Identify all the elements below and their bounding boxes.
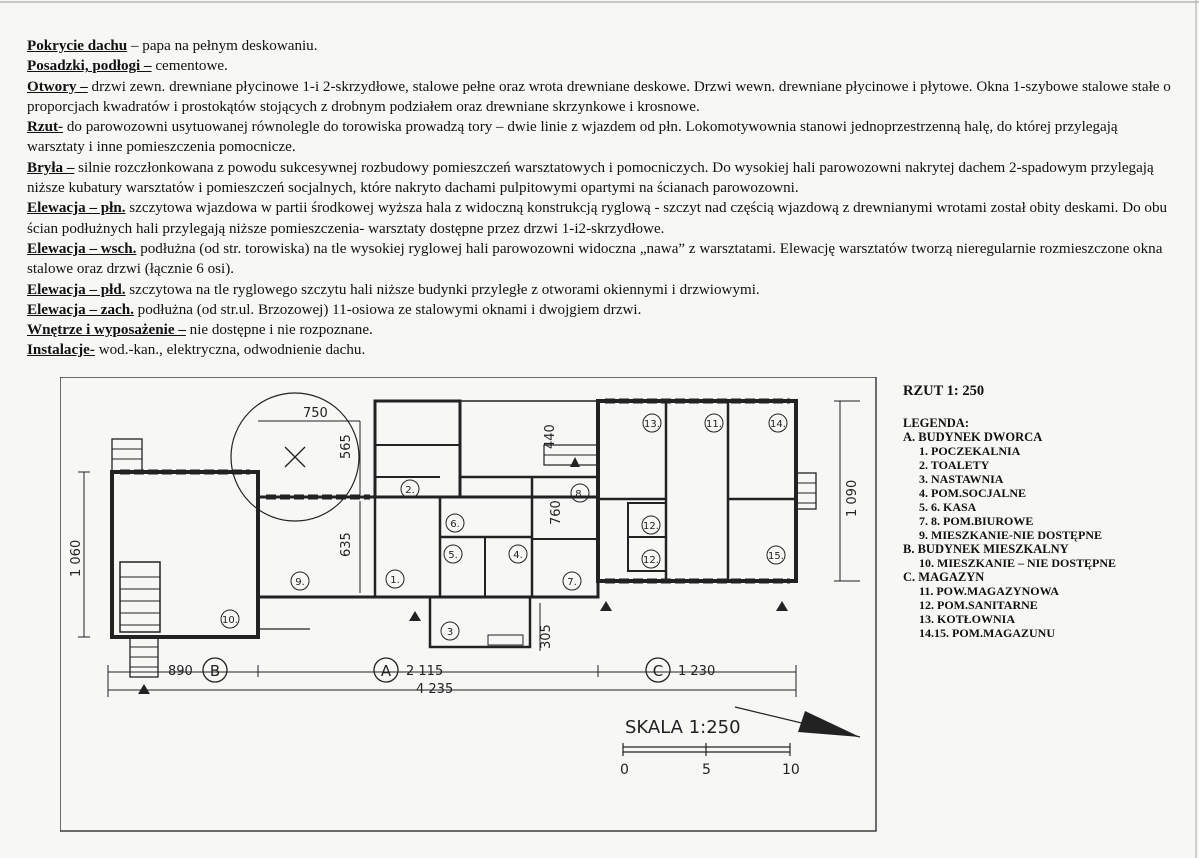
legend-item: 13. KOTŁOWNIA: [919, 612, 1016, 626]
legend-group-a: A. BUDYNEK DWORCA: [903, 430, 1043, 444]
para-instalacje: Instalacje- wod.-kan., elektryczna, odwodnienie dachu.: [27, 342, 366, 359]
floor-plan: [60, 377, 880, 837]
dim-4235: 4 235: [416, 682, 454, 697]
room-8: 8.: [575, 489, 585, 500]
legend-item: 3. NASTAWNIA: [919, 472, 1004, 486]
dim-2115: 2 115: [406, 664, 444, 679]
room-4: 4.: [513, 550, 523, 561]
room-7: 7.: [567, 577, 577, 588]
room-10: 10.: [222, 615, 238, 626]
legend-item: 12. POM.SANITARNE: [919, 598, 1038, 612]
description-text: [27, 36, 1177, 361]
room-12a: 12.: [643, 521, 659, 532]
room-9: 9.: [295, 577, 305, 588]
room-6: 6.: [450, 519, 460, 530]
room-5: 5.: [448, 550, 458, 561]
para-wnetrze: Wnętrze i wyposażenie – nie dostępne i nie rozpoznane.: [27, 322, 373, 339]
legend-item: 14.15. POM.MAGAZUNU: [919, 626, 1055, 640]
section-b: B: [209, 662, 221, 680]
room-2: 2.: [405, 485, 415, 496]
dim-890: 890: [168, 664, 193, 679]
para-elewacja-pld: Elewacja – płd. szczytowa na tle ryglowego szczytu hali niższe budynki przyległe z otworami okiennymi i drzwiowymi.: [27, 281, 760, 298]
dim-760: 760: [549, 500, 564, 525]
room-15: 15.: [768, 551, 784, 562]
room-1: 1.: [390, 575, 400, 586]
room-11: 11.: [706, 419, 722, 430]
legend-item: 5. 6. KASA: [919, 500, 977, 514]
dim-565: 565: [339, 434, 354, 459]
legend-item: 2. TOALETY: [919, 458, 990, 472]
scale-label: SKALA 1:250: [625, 717, 741, 738]
section-c: C: [652, 662, 664, 680]
legend-item: 7. 8. POM.BIUROWE: [919, 514, 1034, 528]
para-elewacja-zach: Elewacja – zach. podłużna (od str.ul. Brzozowej) 11-osiowa ze stalowymi oknami i dwojgiem drzwi.: [27, 301, 642, 318]
legend-item: 9. MIESZKANIE-NIE DOSTĘPNE: [919, 528, 1103, 542]
para-otwory: Otwory – drzwi zewn. drewniane płycinowe 1-i 2-skrzydłowe, stalowe pełne oraz wrota drewniane deskowe. Drzwi wewn. drewniane płycinowe i płytowe. Okna 1-szybowe stalowe stałe o proporcjach kwadratów i prostokątów stojących z drobnym podziałem oraz drewniane skrzynkowe i krosnowe.: [27, 78, 1171, 115]
section-a: A: [380, 662, 392, 680]
para-rzut: Rzut- do parowozowni usytuowanej równolegle do torowiska prowadzą tory – dwie linie z wjazdem od płn. Lokomotywownia stanowi jednoprzestrzenną halę, do której przylegają warsztaty i inne pomieszczenia pomocnicze.: [27, 119, 1118, 156]
scale-bar: [620, 707, 860, 778]
legend-title: RZUT 1: 250: [903, 383, 985, 399]
legend-item: 11. POW.MAGAZYNOWA: [919, 584, 1059, 598]
legend-group-b: B. BUDYNEK MIESZKALNY: [903, 542, 1069, 556]
room-3: 3: [446, 627, 454, 638]
legend-header: LEGENDA:: [903, 416, 969, 430]
scale-tick-5: 5: [702, 762, 711, 778]
para-elewacja-pln: Elewacja – płn. szczytowa wjazdowa w partii środkowej wyższa hala z widoczną konstrukcją ryglową - szczyt nad częścią wjazdową z drewnianymi wrotami został obity deskami. Do obu ścian podłużnych hali przylegają niższe pomieszczenia- warsztaty dostępne przez drzwi 1-i2-skrzydłowe.: [27, 200, 1168, 237]
dim-1230: 1 230: [678, 664, 716, 679]
legend-item: 4. POM.SOCJALNE: [919, 486, 1027, 500]
dim-1090: 1 090: [845, 479, 860, 517]
dim-635: 635: [339, 532, 354, 557]
dim-305: 305: [539, 624, 554, 649]
para-pokrycie-dachu: Pokrycie dachu – papa na pełnym deskowaniu.: [27, 38, 318, 54]
plan-legend: [903, 383, 1193, 640]
plan-frame: [60, 377, 876, 831]
legend-item: 10. MIESZKANIE – NIE DOSTĘPNE: [919, 556, 1117, 570]
room-14: 14.: [770, 419, 786, 430]
dim-750: 750: [303, 406, 328, 421]
dim-440: 440: [543, 424, 558, 449]
north-arrow-icon: [798, 711, 860, 737]
scale-tick-10: 10: [782, 762, 800, 778]
room-12b: 12.: [643, 555, 659, 566]
dim-1060: 1 060: [69, 539, 84, 577]
room-13: 13.: [644, 419, 660, 430]
legend-group-c: C. MAGAZYN: [903, 570, 985, 584]
scale-tick-0: 0: [620, 762, 629, 778]
para-bryla: Bryła – silnie rozczłonkowana z powodu sukcesywnej rozbudowy pomieszczeń warsztatowych i pomocniczych. Do wysokiej hali parowozowni nakrytej dachem 2-spadowym przylegają niższe kubatury warsztatów i pomieszczeń socjalnych, które nakryto dachami pulpitowymi opartymi na ścianach parowozowni.: [27, 159, 1154, 197]
para-elewacja-wsch: Elewacja – wsch. podłużna (od str. torowiska) na tle wysokiej ryglowej hali parowozowni widoczna „nawa” z warsztatami. Elewację warsztatów tworzą nieregularnie rozmieszczone okna stalowe oraz drzwi (łącznie 6 osi).: [27, 240, 1163, 278]
legend-item: 1. POCZEKALNIA: [919, 444, 1021, 458]
para-posadzki: Posadzki, podłogi – cementowe.: [27, 58, 228, 75]
